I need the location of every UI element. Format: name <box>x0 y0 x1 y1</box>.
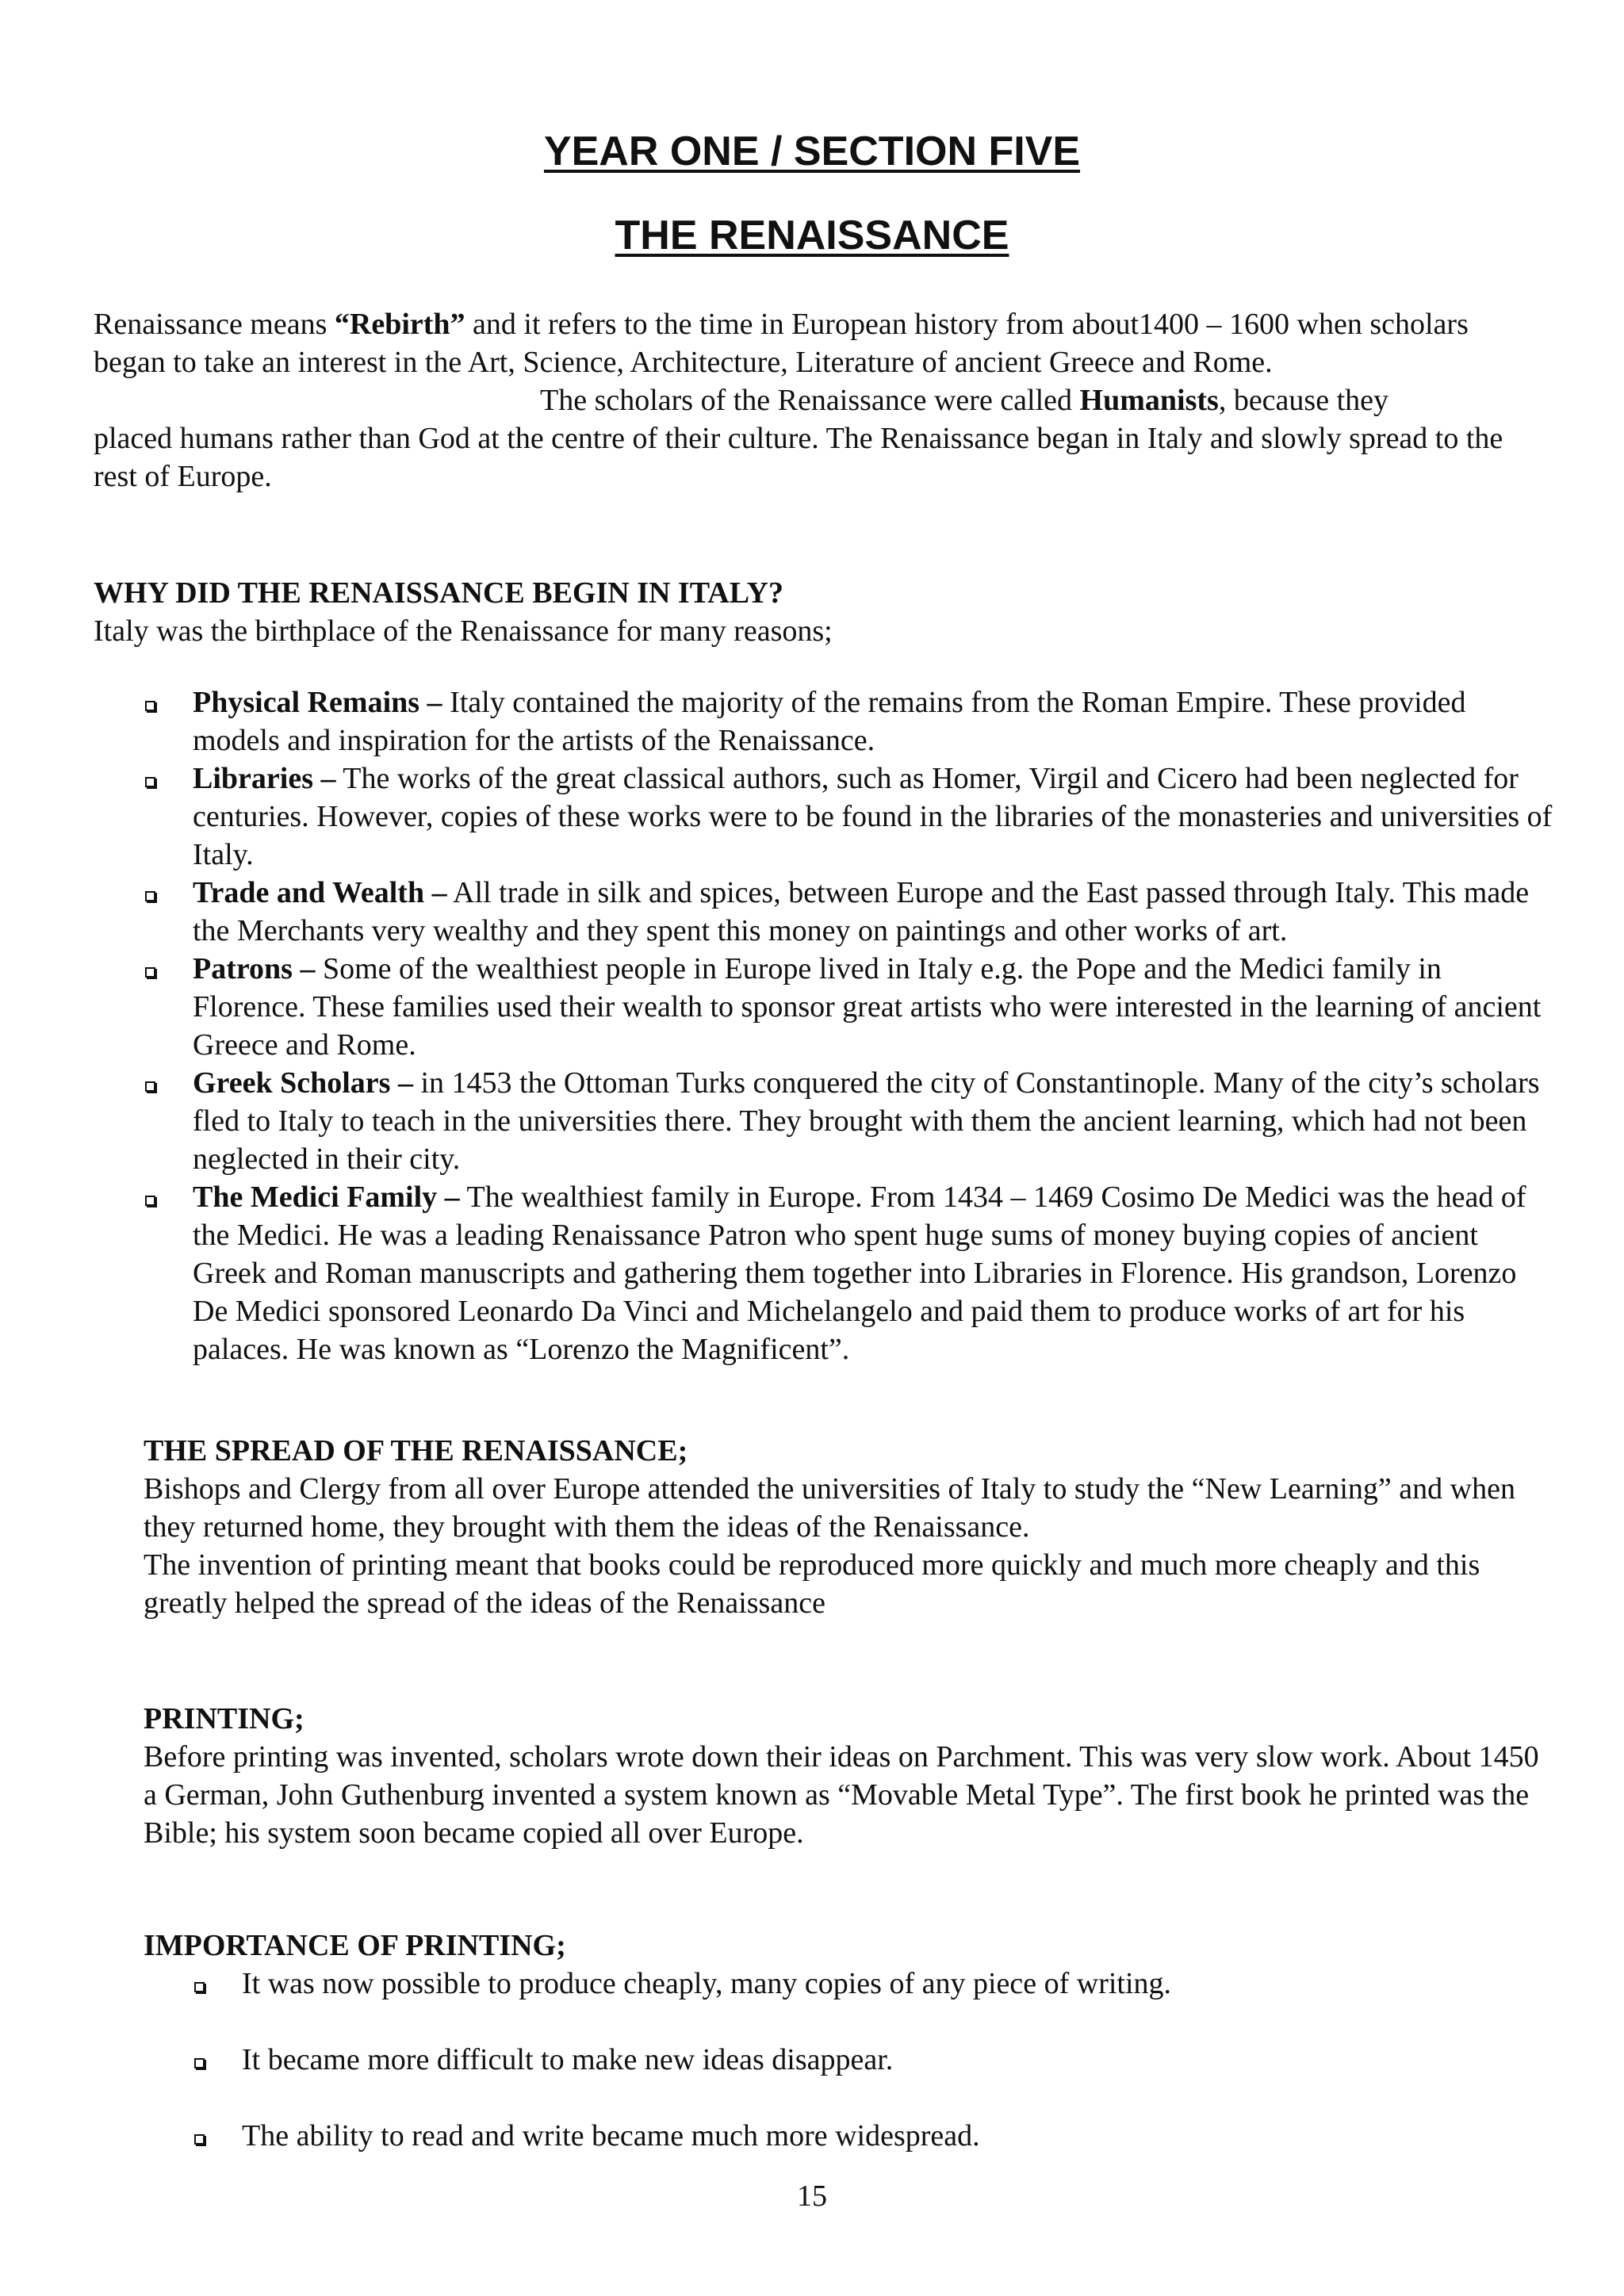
heading-importance-of-printing: IMPORTANCE OF PRINTING; <box>144 1929 566 1962</box>
reason-text: Italy contained the majority of the remains from the Roman Empire. These provided models and inspiration for the artists of the Renaissance. <box>193 686 1466 757</box>
checkbox-bullet-icon <box>194 2134 205 2145</box>
importance-item <box>242 2041 1550 2079</box>
intro-paragraph <box>94 305 1545 496</box>
reason-item <box>193 950 1557 1064</box>
importance-item <box>242 2117 1550 2155</box>
checkbox-bullet-icon <box>145 1081 155 1092</box>
reason-lead: The Medici Family – <box>193 1181 460 1214</box>
reason-text: in 1453 the Ottoman Turks conquered the city of Constantinople. Many of the city’s scholars fled to Italy to teach in the universities there. They brought with them the ancient learning, which had not been neglected in their city. <box>193 1066 1540 1176</box>
checkbox-bullet-icon <box>145 701 155 711</box>
reason-text: All trade in silk and spices, between Europe and the East passed through Italy. This made the Merchants very wealthy and they spent this money on paintings and other works of art. <box>193 876 1530 947</box>
reason-lead: Greek Scholars – <box>193 1066 413 1100</box>
reason-item <box>193 1178 1557 1368</box>
reason-item <box>193 874 1557 950</box>
importance-text: The ability to read and write became much more widespread. <box>242 2119 980 2152</box>
importance-list <box>242 1965 1550 2193</box>
reason-lead: Trade and Wealth – <box>193 876 447 909</box>
intro-text-4-start: , because they <box>1218 384 1388 417</box>
importance-text: It became more difficult to make new ideas disappear. <box>242 2043 894 2076</box>
importance-item <box>242 1965 1550 2003</box>
reason-lead: Patrons – <box>193 952 316 985</box>
intro-rebirth: “Rebirth” <box>334 308 465 341</box>
intro-text-2: and it refers to the time in European history from about1400 – 1600 when scholars began to take an interest in the Art, Science, Architecture, Literature of ancient Greece and Rome. <box>94 308 1469 379</box>
checkbox-bullet-icon <box>194 1982 205 1992</box>
heading-spread: THE SPREAD OF THE RENAISSANCE; <box>144 1434 688 1468</box>
reason-item <box>193 760 1557 874</box>
reason-lead: Libraries – <box>193 762 336 795</box>
reason-text: Some of the wealthiest people in Europe lived in Italy e.g. the Pope and the Medici family in Florence. These families used their wealth to sponsor great artists who were interested in the learning of ancient Greece and Rome. <box>193 952 1542 1062</box>
spread-paragraph-2: The invention of printing meant that books could be reproduced more quickly and much more cheaply and this greatly helped the spread of the ideas of the Renaissance <box>144 1548 1480 1620</box>
intro-text-4: placed humans rather than God at the centre of their culture. The Renaissance began in Italy and slowly spread to the rest of Europe. <box>94 422 1503 493</box>
intro-text-3: The scholars of the Renaissance were called <box>540 384 1080 417</box>
page-number: 15 <box>797 2179 827 2213</box>
reason-item <box>193 1064 1557 1178</box>
checkbox-bullet-icon <box>145 891 155 901</box>
intro-humanists: Humanists <box>1079 384 1219 417</box>
reasons-list <box>193 683 1557 1368</box>
reason-text: The wealthiest family in Europe. From 1434 – 1469 Cosimo De Medici was the head of the Medici. He was a leading Renaissance Patron who spent huge sums of money buying copies of ancient Greek and Roman manuscripts and gathering them together into Libraries in Florence. His grandson, Lorenzo De Medici sponsored Leonardo Da Vinci and Michelangelo and paid them to produce works of art for his palaces. He was known as “Lorenzo the Magnificent”. <box>193 1181 1526 1366</box>
heading-printing: PRINTING; <box>144 1702 304 1735</box>
reason-lead: Physical Remains – <box>193 686 442 719</box>
checkbox-bullet-icon <box>194 2058 205 2068</box>
checkbox-bullet-icon <box>145 1196 155 1206</box>
reason-text: The works of the great classical authors, such as Homer, Virgil and Cicero had been neglected for centuries. However, copies of these works were to be found in the libraries of the monasteries and universities of Italy. <box>193 762 1553 871</box>
reason-item <box>193 683 1557 760</box>
heading-why-italy: WHY DID THE RENAISSANCE BEGIN IN ITALY? <box>94 576 783 610</box>
importance-text: It was now possible to produce cheaply, many copies of any piece of writing. <box>242 1967 1172 2000</box>
why-italy-intro: Italy was the birthplace of the Renaissance for many reasons; <box>94 614 833 648</box>
section-title: YEAR ONE / SECTION FIVE <box>543 128 1081 174</box>
checkbox-bullet-icon <box>145 967 155 978</box>
printing-paragraph: Before printing was invented, scholars wrote down their ideas on Parchment. This was very slow work. About 1450 a German, John Guthenburg invented a system known as “Movable Metal Type”. The first book he printed was the Bible; his system soon became copied all over Europe. <box>144 1740 1539 1850</box>
intro-text-1: Renaissance means <box>94 308 335 341</box>
spread-paragraph-1: Bishops and Clergy from all over Europe attended the universities of Italy to study the “New Learning” and when they returned home, they brought with them the ideas of the Renaissance. <box>144 1472 1515 1544</box>
topic-title: THE RENAISSANCE <box>615 212 1009 258</box>
checkbox-bullet-icon <box>145 777 155 787</box>
